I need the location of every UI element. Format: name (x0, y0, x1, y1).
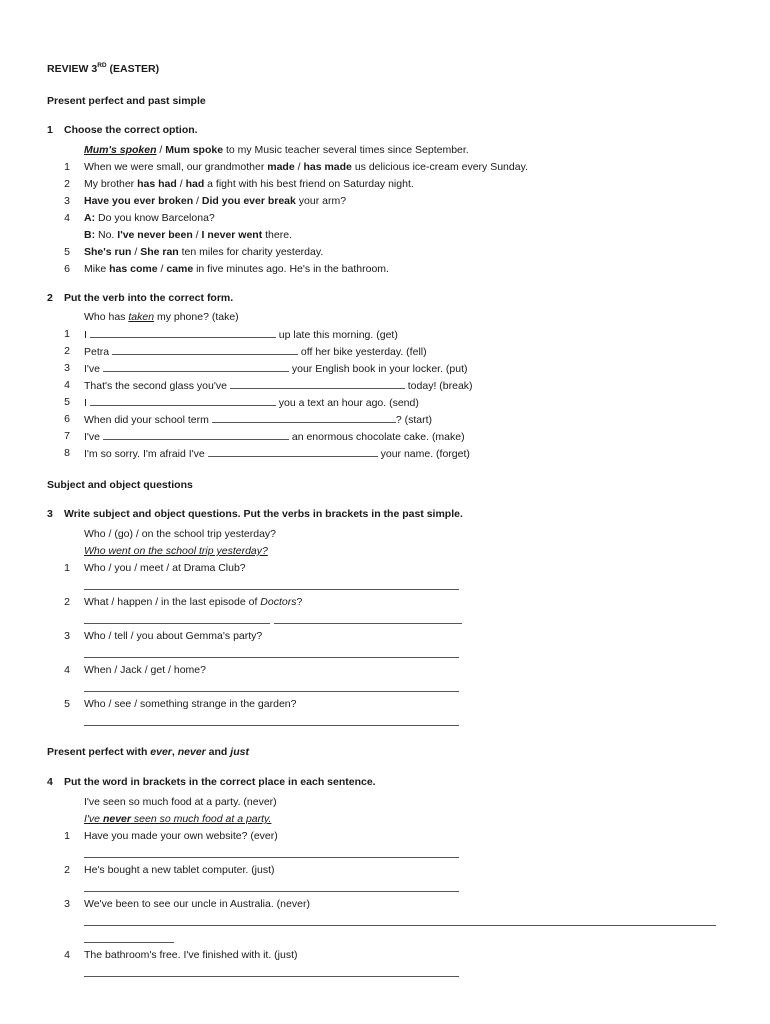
item-number: 3 (64, 630, 70, 642)
fill-in-item: When did your school term ? (start) (84, 414, 432, 426)
question-prompt: Who / tell / you about Gemma's party? (84, 630, 263, 642)
exercise-item: When we were small, our grandmother made / has made us delicious ice-cream every Sunday. (84, 161, 528, 173)
item-number: 3 (64, 898, 70, 910)
answer-line[interactable] (274, 623, 462, 624)
answer-line[interactable] (84, 589, 459, 590)
answer-line[interactable] (84, 925, 716, 926)
answer-blank[interactable] (112, 344, 298, 355)
item-number: 4 (64, 212, 70, 224)
example-sentence: Who has taken my phone? (take) (84, 311, 239, 323)
fill-in-item: I've your English book in your locker. (put) (84, 363, 468, 375)
item-number: 1 (64, 830, 70, 842)
answer-line[interactable] (84, 623, 270, 624)
item-number: 4 (64, 949, 70, 961)
fill-in-item: I you a text an hour ago. (send) (84, 397, 419, 409)
example-question: I've seen so much food at a party. (never) (84, 796, 277, 808)
item-number: 8 (64, 447, 70, 459)
document-title: REVIEW 3RD (EASTER) (47, 62, 160, 75)
question-prompt: He's bought a new tablet computer. (just) (84, 864, 275, 876)
fill-in-item: That's the second glass you've today! (break) (84, 380, 473, 392)
exercise-item: My brother has had / had a fight with his best friend on Saturday night. (84, 178, 414, 190)
question-prompt: The bathroom's free. I've finished with it. (just) (84, 949, 298, 961)
fill-in-item: I'm so sorry. I'm afraid I've your name. (forget) (84, 448, 470, 460)
fill-in-item: I've an enormous chocolate cake. (make) (84, 431, 465, 443)
item-number: 6 (64, 263, 70, 275)
item-number: 1 (64, 328, 70, 340)
exercise-instruction: Put the word in brackets in the correct place in each sentence. (64, 776, 376, 788)
exercise-item: Have you ever broken / Did you ever break your arm? (84, 195, 347, 207)
item-number: 4 (64, 379, 70, 391)
example-answer: Who went on the school trip yesterday? (84, 545, 268, 557)
item-number: 7 (64, 430, 70, 442)
item-number: 4 (64, 664, 70, 676)
answer-blank[interactable] (230, 378, 405, 389)
item-number: 5 (64, 396, 70, 408)
exercise-number: 1 (47, 124, 53, 136)
exercise-item: Mike has come / came in five minutes ago. He's in the bathroom. (84, 263, 389, 275)
question-prompt: What / happen / in the last episode of Doctors? (84, 596, 303, 608)
section-heading: Present perfect with ever, never and just (47, 746, 249, 758)
item-number: 6 (64, 413, 70, 425)
question-prompt: When / Jack / get / home? (84, 664, 206, 676)
item-number: 2 (64, 178, 70, 190)
exercise-number: 4 (47, 776, 53, 788)
answer-line[interactable] (84, 691, 459, 692)
item-number: 3 (64, 362, 70, 374)
item-number: 3 (64, 195, 70, 207)
answer-line[interactable] (84, 891, 459, 892)
answer-blank[interactable] (212, 412, 396, 423)
item-number: 1 (64, 161, 70, 173)
exercise-item: She's run / She ran ten miles for charity yesterday. (84, 246, 324, 258)
exercise-item: A: Do you know Barcelona? (84, 212, 215, 224)
fill-in-item: Petra off her bike yesterday. (fell) (84, 346, 427, 358)
answer-blank[interactable] (90, 327, 276, 338)
answer-blank[interactable] (90, 395, 276, 406)
answer-line[interactable] (84, 857, 459, 858)
answer-line[interactable] (84, 976, 459, 977)
question-prompt: Who / see / something strange in the garden? (84, 698, 297, 710)
exercise-number: 3 (47, 508, 53, 520)
item-number: 2 (64, 345, 70, 357)
exercise-item: B: No. I've never been / I never went there. (84, 229, 292, 241)
example-question: Who / (go) / on the school trip yesterday? (84, 528, 277, 540)
section-heading: Present perfect and past simple (47, 95, 206, 107)
item-number: 2 (64, 864, 70, 876)
answer-line[interactable] (84, 657, 459, 658)
example-answer: I've never seen so much food at a party. (84, 813, 272, 825)
fill-in-item: I up late this morning. (get) (84, 329, 398, 341)
answer-blank[interactable] (208, 446, 378, 457)
question-prompt: Have you made your own website? (ever) (84, 830, 278, 842)
answer-line[interactable] (84, 725, 459, 726)
item-number: 5 (64, 246, 70, 258)
exercise-number: 2 (47, 292, 53, 304)
exercise-instruction: Put the verb into the correct form. (64, 292, 234, 304)
item-number: 1 (64, 562, 70, 574)
item-number: 5 (64, 698, 70, 710)
question-prompt: Who / you / meet / at Drama Club? (84, 562, 246, 574)
exercise-instruction: Write subject and object questions. Put the verbs in brackets in the past simple. (64, 508, 463, 520)
question-prompt: We've been to see our uncle in Australia. (never) (84, 898, 310, 910)
example-sentence: Mum's spoken / Mum spoke to my Music teacher several times since September. (84, 144, 469, 156)
exercise-instruction: Choose the correct option. (64, 124, 198, 136)
answer-line[interactable] (84, 942, 174, 943)
answer-blank[interactable] (103, 361, 289, 372)
answer-blank[interactable] (103, 429, 289, 440)
section-heading: Subject and object questions (47, 479, 193, 491)
item-number: 2 (64, 596, 70, 608)
